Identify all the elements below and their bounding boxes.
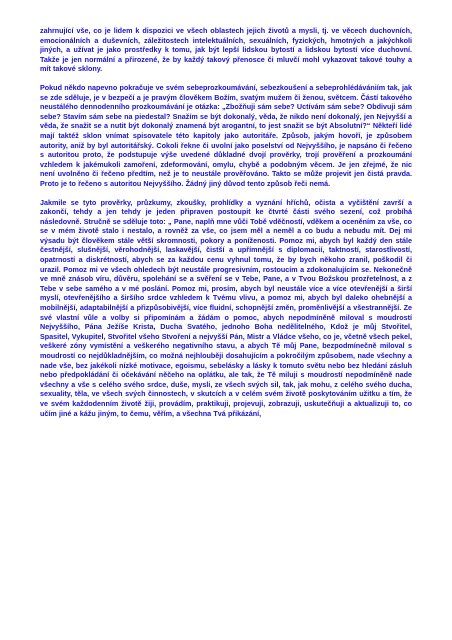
document-page bbox=[40, 26, 412, 626]
paragraph-3: Jakmile se tyto prověrky, průzkumy, zkoušky, prohlídky a vyznání hříchů, očista a vyčištění završí a zakončí, tehdy a jen tehdy je jeden připraven postoupit ke čtvrté části svého sezení, což probíhá následovně. Stručně se sděluje toto: „ Pane, naplň mne vůči Tobě vděčností, vděkem a oceněním za vše, co se v mém životě stalo i nestalo, a rovněž za vše, co jsem měl a neměl a co budu a nebudu mít. Dej mi výsadu být člověkem stále větší skromnosti, pokory a poníženosti. Pomoz mi, abych byl každý den stále čestnější, slušnější, věrohodnější, laskavější, čistší a upřímnější s diplomacií, taktností, starostlivostí, opatrností a diskrétností, abych se za každou cenu vyhnul tomu, že by bych někoho zranil, poškodil či urazil. Pomoz mi ve všech ohledech být neustále progresivním, rostoucím a zdokonalujícím se. Nekonečně ve mně znásob víru, důvěru, spolehání se a svěření se v Tebe, Pane, a v Tvou Božskou prozřetelnost, a z Tebe v sebe samého a v mé poslání. Pomoz mi, prosím, abych byl neustále více a více otevřenější a širší myslí, otevřenějšího a širšího srdce vzhledem k Tvému vlivu, a pomoz mi, abych byl daleko ohebnější a mobilnější, adaptabilnější a přizpůsobivější, více fluidní, schopnější změn, proměnlivější a všestrannější. Ze své vlastní vůle a volby si připomínám a žádám o pomoc, abych nepodmíněně miloval s moudrostí Nejvyššího, Pána Ježíše Krista, Ducha Svatého, jednoho Boha nedělitelného, Kdož je můj Stvořitel, Spasitel, Vykupitel, Stvořitel všeho Stvoření a nejvyšší Pán, Mistr a Vládce všeho, co je, včetně všech pekel, veškeré zóny vymístění a veškerého negativního stavu, a abych Tě můj Pane, bezpodmínečně miloval s moudrostí co nejdůkladnějším, co možná nejhlouběji dosahujícím a pokročilým způsobem, nade všechny a nade vše, bez jakékoli nízké motivace, egoismu, sebelásky a lásky k tomuto světu nebo bez hledání zásluh nebo předpokládání či očekávání něčeho na oplátku, ale tak, že Tě miluji s moudrostí nepodmíněně nade všechny a vše s celého svého srdce, duše, mysli, ze všech svých sil, tak, jak mohu, z celého svého ducha, sexuality, těla, ve všech svých činnostech, v skutcích a v celém svém životě poskytováním užitku a tím, že ve svém každodenním životě žiji, provádím, praktikuji, projevuji, zobrazuji, uskutečňuji a aktualizuji to, co učím jiné a kážu jiným, to čemu, věřím, a všechna Tvá přikázání, bbox=[40, 197, 412, 418]
paragraph-2: Pokud někdo napevno pokračuje ve svém sebeprozkoumávání, sebezkoušení a sebeprohlédávániím tak, jak se zde sděluje, je v bezpečí a je pravým člověkem Božím, svatým mužem či ženou, světcem. Částí takového neustálého dennodenního prozkoumávání je otázka: „Zbožňuji sám sebe? Uctívám sám sebe? Obdivuji sám sebe? Stavím sám sebe na piedestal? Snažím se být dokonalý, věda, že nikdo není dokonalý, jen Nejvyšší a věda, že snažit se a nutit být dokonalý znamená být arogantní, to jest snažit se být Absolutní?“ Někteří lidé mají taktéž sklon vnímat spisovatele této kapitoly jako autoritáře. Způsob, jakým hovoří, je způsobem autority, aniž by byl autoritářský. Cokoli řekne či uvolní jako poselství od Nejvyššího, je napsáno či řečeno s autoritou proto, že podstupuje výše uvedené důkladné dvojí prověrky, trojí prověření a prozkoumání vzhledem k jakémukoli zamoření, zdeformování, omylu, chybě a podobným věcem. Je jen zřejmé, že nic není uvolněno či řečeno předtím, než je to neustále prověřováno. Takto se může projevit jen čistá pravda. Proto je to řečeno s autoritou Nejvyššího. Žádný jiný důvod tento způsob řeči nemá. bbox=[40, 82, 412, 188]
paragraph-1: zahrnující vše, co je lidem k dispozici ve všech oblastech jejich životů a mysli, tj. ve věcech duchovních, emocionálních a duševních, záležitostech intelektuálních, sexuálních, fyzických, hmotných a jakýchkoli jiných, a užívat je jako prostředky k tomu, jak být lepší lidskou bytostí a lidskou bytostí více duchovní. Takže je jen normální a přirozené, že by každý takový přenosce či mluvčí mohl vykazovat takové touhy a mít takové sklony. bbox=[40, 26, 412, 74]
